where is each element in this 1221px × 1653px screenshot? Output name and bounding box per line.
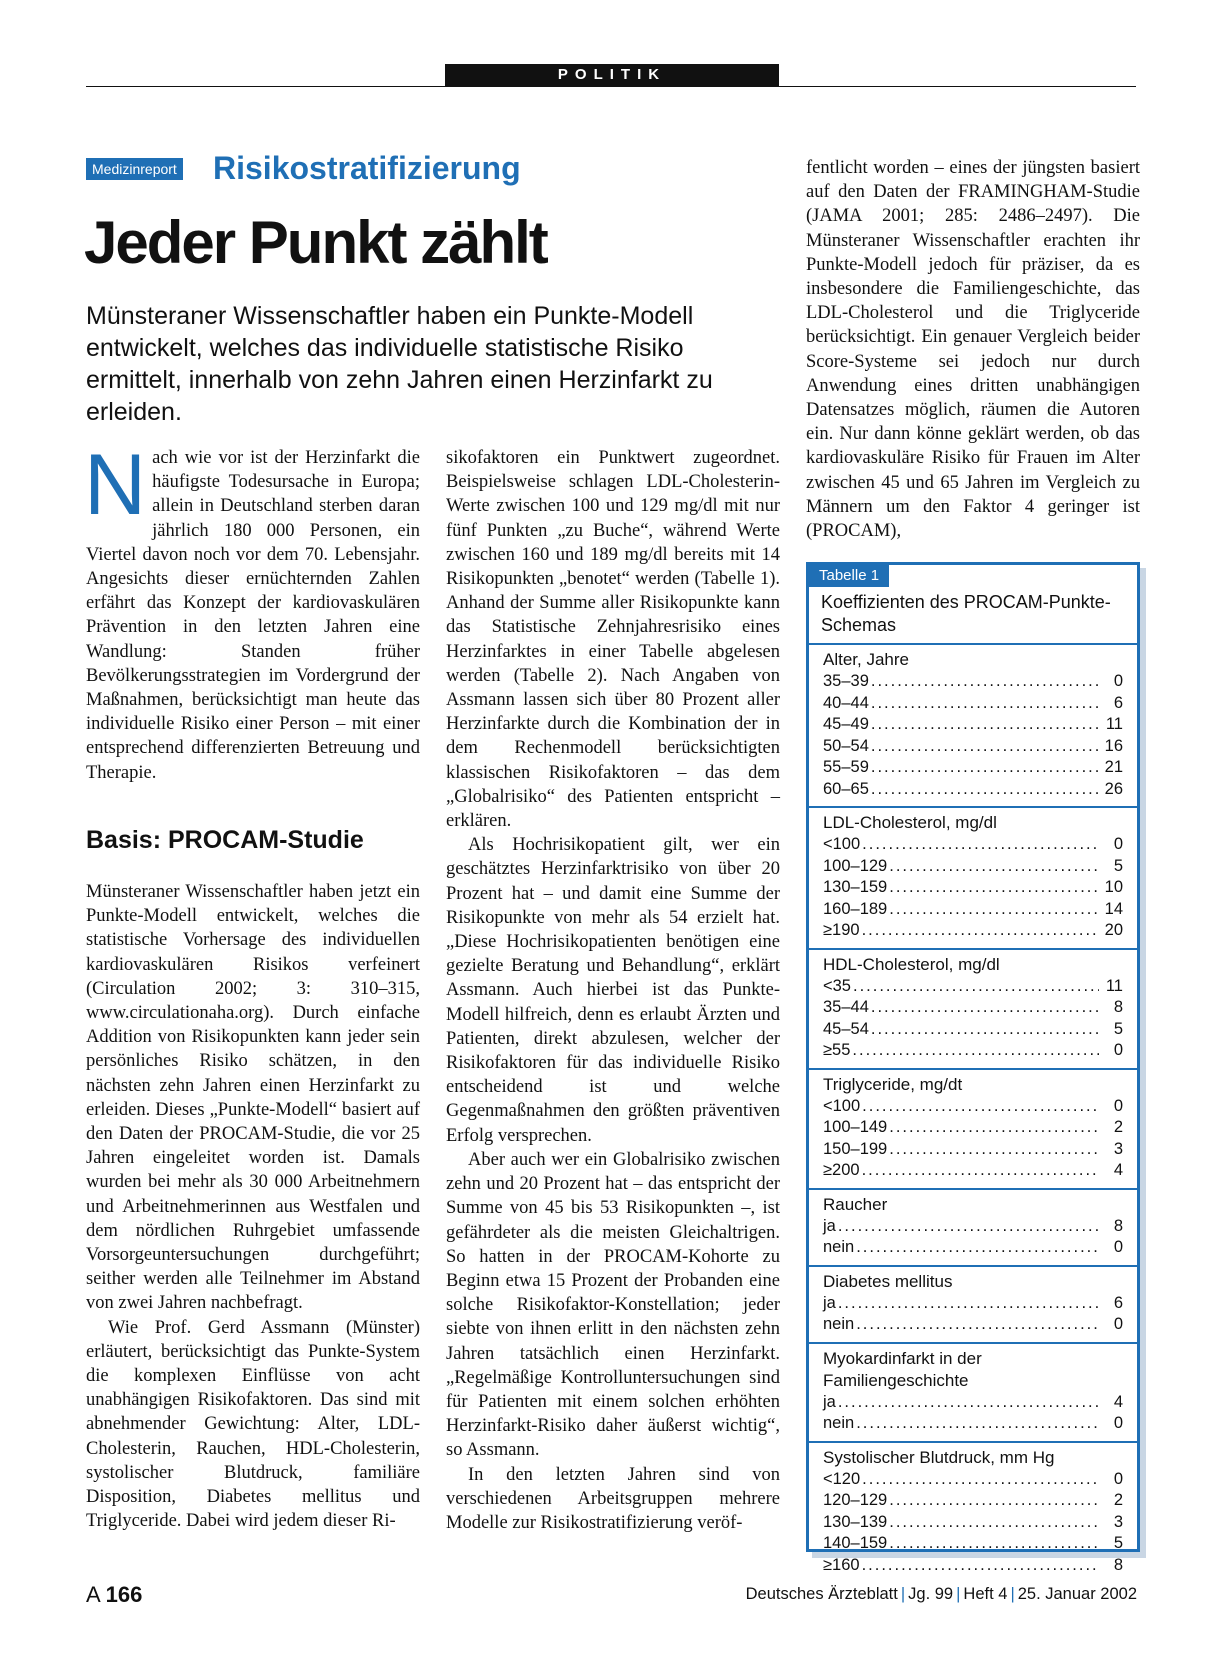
row-value: 8 (1113, 1216, 1123, 1235)
page-prefix: A (86, 1582, 100, 1607)
table-group-title: HDL-Cholesterol, mg/dl (823, 954, 1000, 974)
journal-issue: Heft 4 (963, 1585, 1008, 1603)
table-group-title: LDL-Cholesterol, mg/dl (823, 813, 997, 832)
dot-leader (838, 1392, 1099, 1414)
body-paragraph: sikofaktoren ein Punktwert zugeordnet. Beispielsweise schlagen LDL-Cholesterin-Werte zwischen 100 und 129 mg/dl mit nur fünf Punkten „zu Buche“, während Werte zwischen 160 und 189 mg/dl bereits mit 14 Risikopunkten „benotet“ werden (Tabelle 1). Anhand der Summe aller Risikopunkte kann das Statistische Zehnjahresrisiko eines Herzinfarktes in einer Tabelle abgelesen werden (Tabelle 2). Nach Angaben von Assmann lassen sich über 80 Prozent aller Herzinfarkte durch die Kombination der in dem Rechenmodell berücksichtigten klassischen Risikofaktoren – das dem „Globalrisiko“ des Patienten entspricht – erklären. (446, 448, 780, 832)
dot-leader (871, 736, 1099, 758)
row-label: ja (823, 1392, 836, 1411)
row-value: 26 (1104, 779, 1123, 798)
row-value: 0 (1113, 672, 1123, 690)
table-group-title: Myokardinfarkt in der Familiengeschichte (823, 1348, 982, 1390)
journal-volume: Jg. 99 (908, 1585, 954, 1603)
dot-leader (862, 1160, 1099, 1182)
page-number (86, 1582, 142, 1608)
body-paragraph (84, 437, 420, 785)
table-group-title: Diabetes mellitus (823, 1271, 953, 1291)
row-value: 3 (1113, 1512, 1123, 1531)
dot-leader (856, 1237, 1099, 1259)
row-value: 0 (1113, 1096, 1123, 1115)
table-group-title: Raucher (823, 1194, 888, 1214)
table-group-title: Systolischer Blutdruck, mm Hg (823, 1447, 1055, 1467)
dot-leader (852, 1040, 1099, 1062)
table-row (823, 714, 1123, 736)
table-row (823, 1512, 1123, 1534)
row-value: 14 (1104, 899, 1123, 918)
dot-leader (862, 1469, 1099, 1491)
body-paragraph: Wie Prof. Gerd Assmann (Münster) erläutert, berücksichtigt das Punkte-System die komplexen Einflüsse von acht unabhängigen Risikofaktoren. Das sind mit abnehmender Gewichtung: Alter, LDL-Cholesterin, Rauchen, HDL-Cholesterin, systolischer Blutdruck, familiäre Disposition, Diabetes mellitus und Triglyceride. Dabei wird jedem dieser Ri- (86, 1317, 420, 1532)
journal-footer: Deutsches Ärzteblatt | Jg. 99 | Heft 4 | 25. Januar 2002 (745, 1585, 1137, 1603)
row-label: <120 (823, 1469, 861, 1488)
row-value: 21 (1104, 758, 1123, 776)
top-rule (86, 86, 1136, 87)
row-label: ≥160 (823, 1555, 860, 1574)
row-label: 55–59 (823, 758, 869, 776)
lead-paragraph: Münsteraner Wissenschaftler haben ein Punkte-Modell entwickelt, welches das individuelle statistische Risiko ermittelt, innerhalb von zehn Jahren einen Herzinfarkt zu erleiden. (86, 302, 713, 426)
row-label: 50–54 (823, 736, 869, 755)
row-value: 11 (1105, 715, 1123, 733)
row-value: 0 (1113, 1414, 1123, 1432)
row-value: 10 (1104, 878, 1123, 896)
kicker-title: Risikostratifizierung (213, 150, 521, 186)
dot-leader (838, 1293, 1099, 1315)
table-group-title: Alter, Jahre (823, 650, 909, 669)
table-row (823, 920, 1123, 942)
table-row (823, 693, 1123, 715)
row-value: 4 (1113, 1161, 1123, 1179)
table-group (809, 1265, 1137, 1342)
body-paragraph: In den letzten Jahren sind von verschiedenen Arbeitsgruppen mehrere Modelle zur Risikostratifizierung veröf- (446, 1464, 780, 1533)
table-row (823, 757, 1123, 779)
row-label: 60–65 (823, 779, 869, 798)
headline: Jeder Punkt zählt (84, 209, 547, 276)
row-value: 20 (1104, 921, 1123, 939)
dot-leader (889, 899, 1099, 921)
row-value: 0 (1113, 835, 1123, 853)
dot-leader (871, 997, 1099, 1019)
table-row (823, 899, 1123, 921)
table-row (823, 1040, 1123, 1062)
row-label: 100–129 (823, 856, 888, 875)
dot-leader (862, 920, 1099, 942)
row-label: 150–199 (823, 1139, 888, 1158)
dropcap: N (84, 437, 147, 533)
row-label: 45–49 (823, 715, 869, 733)
table-group (809, 1342, 1137, 1441)
body-paragraph: Münsteraner Wissenschaftler haben jetzt ein Punkte-Modell entwickelt, welches die statistische Vorhersage des individuellen kardiovaskulären Risikos verfeinert (Circulation 2002; 3: 310–315, www.circulationaha.org). Durch einfache Addition von Risikopunkten kann jeder sein persönliches Risiko schätzen, in den nächsten zehn Jahren einen Herzinfarkt zu erleiden. Dieses „Punkte-Modell“ basiert auf den Daten der PROCAM-Studie, die vor 25 Jahren eingeleitet worden ist. Damals wurden bei mehr als 30 000 Arbeitnehmern und Arbeitnehmerinnen aus Westfalen und dem nördlichen Ruhrgebiet umfassende Vorsorgeuntersuchungen durchgeführt; seither werden alle Teilnehmer im Abstand von zwei Jahren nachbefragt. (86, 882, 420, 1314)
table-row (823, 997, 1123, 1019)
page-number-value: 166 (105, 1582, 143, 1607)
dot-leader (838, 1216, 1099, 1238)
row-value: 16 (1104, 736, 1123, 755)
coefficients-table (806, 562, 1140, 1574)
row-label: <100 (823, 835, 861, 853)
table-row (823, 877, 1123, 899)
table-groups (809, 643, 1137, 1582)
row-value: 0 (1113, 1041, 1123, 1059)
row-label: ≥190 (823, 921, 860, 939)
paragraph-text: ach wie vor ist der Herzinfarkt die häufigste Todesursache in Europa; allein in Deutschland sterben daran jährlich 180 000 Personen, ein Viertel davon noch vor dem 70. Lebensjahr. Angesichts dieser ernüchternden Zahlen erfährt das Konzept der kardiovaskulären Prävention in den letzten Jahren eine Wandlung: Standen früher Bevölkerungsstrategien im Vordergrund der Maßnahmen, berücksichtigt man heute das individuelle Risiko einer Person – mit einer entsprechend differenzierten Betreuung und Therapie. (86, 448, 420, 783)
table-row (823, 1139, 1123, 1161)
row-value: 8 (1113, 1555, 1123, 1574)
dot-leader (889, 1490, 1099, 1512)
body-paragraph: Als Hochrisikopatient gilt, wer ein geschätztes Herzinfarktrisiko von über 20 Prozent hat – und damit eine Summe der Risikopunkte von mehr als 54 erzielt hat. „Diese Hochrisikopatienten benötigen eine gezielte Beratung und Behandlung“, erklärt Assmann. Auch hierbei ist das Punkte-Modell hilfreich, denn es erlaubt Ärzten und Patienten, direkt abzulesen, welcher der Risikofaktoren für das individuelle Risiko entscheidend ist und welche Gegenmaßnahmen den größten präventiven Erfolg versprechen. (446, 835, 780, 1146)
row-value: 2 (1113, 1118, 1123, 1136)
journal-name: Deutsches Ärzteblatt (745, 1585, 898, 1603)
row-label: 130–139 (823, 1512, 888, 1531)
dot-leader (889, 1117, 1099, 1139)
row-label: 40–44 (823, 693, 869, 712)
row-label: 160–189 (823, 899, 888, 918)
row-value: 6 (1113, 693, 1123, 712)
journal-date: 25. Januar 2002 (1017, 1585, 1137, 1603)
dot-leader (871, 779, 1099, 801)
row-label: 140–159 (823, 1534, 888, 1552)
subheading: Basis: PROCAM-Studie (86, 826, 364, 854)
body-paragraph: fentlicht worden – eines der jüngsten basiert auf den Daten der FRAMINGHAM-Studie (JAMA 2001; 285: 2486–2497). Die Münsteraner Wissenschaftler erachten ihr Punkte-Modell jedoch für präziser, da es insbesondere die Familiengeschichte, das LDL-Cholesterol und die Triglyceride berücksichtigt. Ein genauer Vergleich beider Score-Systeme sei jedoch nur durch Anwendung eines dritten unabhängigen Datensatzes möglich, räumen die Autoren ein. Nur dann könne geklärt werden, ob das kardiovaskuläre Risiko für Frauen im Alter zwischen 45 und 65 Jahren im Vergleich zu Männern um den Faktor 4 geringer ist (PROCAM), (806, 158, 1140, 542)
row-value: 0 (1113, 1315, 1123, 1333)
row-value: 2 (1113, 1491, 1123, 1509)
table-row (823, 779, 1123, 801)
row-value: 0 (1113, 1238, 1123, 1256)
table-row (823, 976, 1123, 998)
article-column-1-continued (86, 880, 420, 1533)
kicker-badge: Medizinreport (86, 158, 183, 180)
article-column-3 (806, 156, 1140, 543)
table-title: Koeffizienten des PROCAM-Punkte-Schemas (821, 592, 1111, 635)
row-label: nein (823, 1238, 855, 1256)
table-group (809, 643, 1137, 806)
row-label: <35 (823, 976, 851, 995)
row-label: 120–129 (823, 1491, 888, 1509)
table-row (823, 1490, 1123, 1512)
row-label: nein (823, 1414, 855, 1432)
row-value: 8 (1113, 998, 1123, 1016)
dot-leader (889, 877, 1099, 899)
dot-leader (871, 757, 1099, 779)
table-row (823, 736, 1123, 758)
dot-leader (889, 856, 1099, 878)
row-value: 3 (1113, 1139, 1123, 1158)
row-value: 6 (1113, 1293, 1123, 1312)
row-value: 0 (1113, 1469, 1123, 1488)
table-row (823, 1237, 1123, 1259)
body-paragraph: Aber auch wer ein Globalrisiko zwischen zehn und 20 Prozent hat – das entspricht der Summe von 45 bis 53 Risikopunkten –, ist gefährdeter als die meisten Gleichaltrigen. So hatten in der PROCAM-Kohorte zu Beginn etwa 15 Prozent der Probanden eine solche Risikofaktor-Konstellation; jeder siebte von ihnen erlitt in den nächsten zehn Jahren tatsächlich einen Herzinfarkt. „Regelmäßige Kontrolluntersuchungen sind für Patienten mit einem solchen erhöhten Herzinfarkt-Risiko daher äußerst wichtig“, so Assmann. (446, 1149, 780, 1461)
dot-leader (862, 1555, 1099, 1577)
table-row (823, 671, 1123, 693)
table-row (823, 834, 1123, 856)
table-row (823, 1117, 1123, 1139)
row-value: 5 (1113, 856, 1123, 875)
row-label: <100 (823, 1096, 861, 1115)
article-column-1 (84, 437, 420, 785)
dot-leader (856, 1314, 1099, 1336)
row-label: 35–44 (823, 998, 869, 1016)
dot-leader (856, 1413, 1099, 1435)
table-row (823, 1160, 1123, 1182)
table-group (809, 1068, 1137, 1188)
row-label: ≥200 (823, 1161, 860, 1179)
table-row (823, 856, 1123, 878)
row-label: 100–149 (823, 1118, 888, 1136)
table-row (823, 1533, 1123, 1555)
dot-leader (889, 1512, 1099, 1534)
section-label: POLITIK (445, 64, 779, 86)
table-row (823, 1293, 1123, 1315)
dot-leader (853, 976, 1099, 998)
row-label: ja (823, 1216, 836, 1235)
row-label: ≥55 (823, 1041, 851, 1059)
dot-leader (871, 1019, 1099, 1041)
row-label: 130–159 (823, 878, 888, 896)
table-group (809, 1188, 1137, 1265)
row-value: 4 (1113, 1392, 1123, 1411)
row-label: 35–39 (823, 672, 869, 690)
table-row (823, 1019, 1123, 1041)
table-label: Tabelle 1 (809, 565, 889, 587)
table-group (809, 948, 1137, 1068)
dot-leader (871, 671, 1099, 693)
article-column-2 (446, 446, 780, 1535)
table-group-title: Triglyceride, mg/dt (823, 1074, 963, 1094)
row-value: 5 (1113, 1534, 1123, 1552)
row-value: 11 (1105, 976, 1123, 995)
row-label: 45–54 (823, 1019, 869, 1038)
row-label: nein (823, 1315, 855, 1333)
row-label: ja (823, 1293, 836, 1312)
dot-leader (889, 1139, 1099, 1161)
table-row (823, 1413, 1123, 1435)
dot-leader (862, 1096, 1099, 1118)
dot-leader (889, 1533, 1099, 1555)
table-row (823, 1314, 1123, 1336)
table-row (823, 1392, 1123, 1414)
table-group (809, 1441, 1137, 1583)
table-row (823, 1096, 1123, 1118)
table-row (823, 1555, 1123, 1577)
table-row (823, 1469, 1123, 1491)
dot-leader (862, 834, 1099, 856)
table-row (823, 1216, 1123, 1238)
table-group (809, 806, 1137, 948)
dot-leader (871, 693, 1099, 715)
row-value: 5 (1113, 1019, 1123, 1038)
dot-leader (871, 714, 1099, 736)
